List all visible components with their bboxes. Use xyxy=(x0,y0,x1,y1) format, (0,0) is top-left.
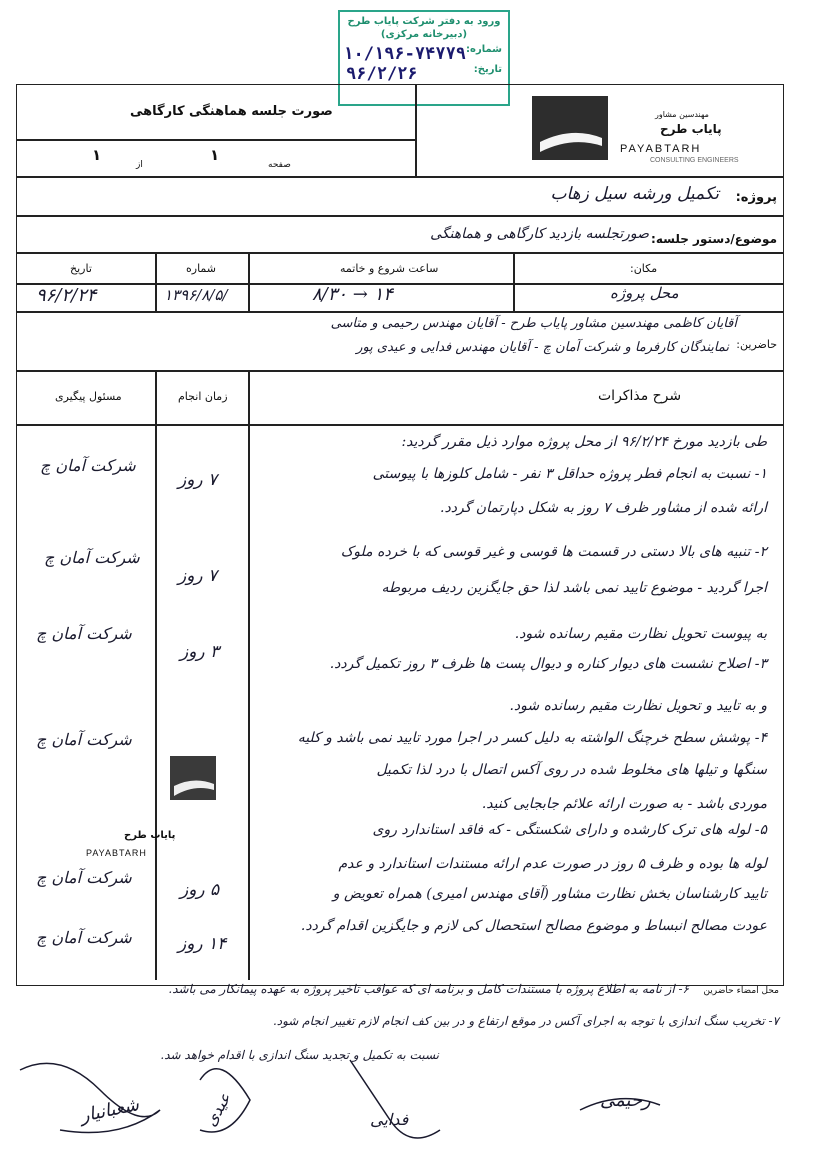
item-2-line1: ۲- تنبیه های بالا دستی در قسمت ها قوسی و غیر قوسی که با خرده ملوک xyxy=(340,544,767,560)
logo-mark-icon xyxy=(532,96,608,160)
place-value: محل پروژه xyxy=(610,284,679,302)
stamp-date-value: ۹۶/۲/۲۶ xyxy=(346,64,418,84)
responsible-header: مسئول پیگیری xyxy=(55,390,122,403)
company-seal xyxy=(166,756,238,868)
company-name-fa: پایاب طرح xyxy=(660,122,722,136)
item-3-line2: ۳- اصلاح نشست های دیوار کناره و دیوال پست ها ظرف ۳ روز تکمیل گردد. xyxy=(329,656,767,672)
sign-label: محل امضاء حاضرین xyxy=(703,986,779,996)
date-value: ۹۶/۲/۲۴ xyxy=(36,285,97,306)
seal-logo-icon xyxy=(166,756,238,816)
signature-4: فدایی xyxy=(370,1110,409,1129)
company-name-en: PAYABTARH xyxy=(620,143,702,155)
item-5-deadline: ۵ روز xyxy=(180,880,220,900)
stamp-date-label: تاریخ: xyxy=(473,64,502,75)
seal-company-fa: پایاب طرح xyxy=(124,830,176,841)
signature-3: عیدی xyxy=(200,1089,235,1130)
attendees-line1: آقایان کاظمی مهندسین مشاور پایاب طرح - آقایان مهندس رحیمی و متاسی xyxy=(330,316,737,331)
time-label: ساعت شروع و خاتمه xyxy=(340,262,439,275)
note-6: ۶- از نامه به اطلاع پروژه با مستندات کامل و برنامه ای که عواقب تاخیر پروژه به عهده پیمانکار می باشد. xyxy=(168,982,689,996)
stamp-number-value: ۱۰/۱۹۶-۷۴۷۷۹ xyxy=(343,44,467,64)
subject-label: موضوع/دستور جلسه: xyxy=(651,232,777,246)
page-total: ۱ xyxy=(92,146,102,164)
item-5-line2: لوله ها بوده و ظرف ۵ روز در صورت عدم ارائه مستندات استاندارد و عدم xyxy=(338,856,767,872)
item-4-line1: و به تایید و تحویل نظارت مقیم رسانده شود. xyxy=(509,698,767,714)
project-label: پروژه: xyxy=(735,190,777,205)
item-3-deadline: ۳ روز xyxy=(180,642,220,662)
item-4-line2: ۴- پوشش سطح خرچنگ الواشته به دلیل کسر در اجرا مورد تایید نمی باشد و کلیه xyxy=(297,730,767,746)
time-value: ۸/۳۰ → ۱۴ xyxy=(312,284,393,305)
number-label: شماره xyxy=(186,262,217,275)
item-2-line2: اجرا گردید - موضوع تایید نمی باشد لذا حق جایگزین ردیف مربوطه xyxy=(381,580,767,596)
form-title: صورت جلسه هماهنگی کارگاهی xyxy=(130,104,333,119)
item-6-deadline: ۱۴ روز xyxy=(178,934,227,954)
date-label: تاریخ xyxy=(70,262,92,275)
subject-value: صورتجلسه بازدید کارگاهی و هماهنگی xyxy=(430,226,649,242)
item-3-responsible: شرکت آمان چ xyxy=(36,624,132,643)
attendees-label: حاضرین: xyxy=(736,338,777,351)
deadline-header: زمان انجام xyxy=(178,390,228,403)
item-1-responsible: شرکت آمان چ xyxy=(40,456,136,475)
signature-1: شعبانیار xyxy=(78,1094,141,1127)
place-label: مکان: xyxy=(630,262,658,275)
item-4b-line2: موردی باشد - به صورت ارائه علائم جابجایی کنید. xyxy=(481,796,767,812)
item-5-responsible: شرکت آمان چ xyxy=(36,868,132,887)
stamp-line2: (دبیرخانه مرکزی) xyxy=(380,29,468,40)
signature-strokes xyxy=(0,1030,819,1161)
note-8: نسبت به تکمیل و تجدید سنگ اندازی با اقدام خواهد شد. xyxy=(160,1048,439,1062)
attendees-line2: نمایندگان کارفرما و شرکت آمان چ - آقایان مهندس فدایی و عیدی پور xyxy=(356,340,729,355)
item-1-line1: ۱- نسبت به انجام فطر پروژه حداقل ۳ نفر - شامل کلوزها با پیوستی xyxy=(372,466,767,482)
company-line1: مهندسین مشاور xyxy=(655,110,709,119)
page-number: ۱ xyxy=(210,146,220,164)
company-logo xyxy=(532,96,608,160)
item-4-responsible: شرکت آمان چ xyxy=(36,730,132,749)
company-sub: CONSULTING ENGINEERS xyxy=(650,157,739,164)
note-7: ۷- تخریب سنگ اندازی با توجه به اجرای آکس در موقع ارتفاع و در بین کف انجام لازم تغییر انجام شود. xyxy=(272,1014,779,1028)
item-2-deadline: ۷ روز xyxy=(178,566,218,586)
item-1-line2: ارائه شده از مشاور ظرف ۷ روز به شکل دپارتمان گردد. xyxy=(440,500,767,516)
page-label: صفحه xyxy=(268,160,291,170)
item-5b-line1: تایید کارشناسان بخش نظارت مشاور (آقای مهندس امیری) همراه تعویض و xyxy=(332,886,767,902)
item-4b-line1: سنگها و تیلها های مخلوط شده در روی آکس اتصال با درد لذا تکمیل xyxy=(376,762,767,778)
item-5-line1: ۵- لوله های ترک کارشده و دارای شکستگی - که فاقد استاندارد روی xyxy=(372,822,767,838)
project-value: تکمیل ورشه سیل زهاب xyxy=(550,184,719,204)
item-6-responsible: شرکت آمان چ xyxy=(36,928,132,947)
seal-company-en: PAYABTARH xyxy=(86,848,147,858)
item-3-line1: به پیوست تحویل نظارت مقیم رسانده شود. xyxy=(514,626,767,642)
stamp-number-label: شماره: xyxy=(466,44,502,55)
discussion-header: شرح مذاکرات xyxy=(598,388,682,404)
signature-2: رحیمی xyxy=(600,1090,651,1111)
item-2-responsible: شرکت آمان چ xyxy=(44,548,140,567)
number-value: ۱۳۹۶/۸/۵/ xyxy=(164,286,228,304)
item-1-deadline: ۷ روز xyxy=(178,470,218,490)
of-label: از xyxy=(136,160,143,170)
intro-text: طی بازدید مورخ ۹۶/۲/۲۴ از محل پروژه موارد ذیل مقرر گردید: xyxy=(401,434,767,450)
stamp-line1: ورود به دفتر شرکت پایاب طرح xyxy=(347,16,501,27)
item-5b-line2: عودت مصالح انبساط و موضوع مصالح استحصال کی لازم و جایگزین اقدام گردد. xyxy=(300,918,767,934)
